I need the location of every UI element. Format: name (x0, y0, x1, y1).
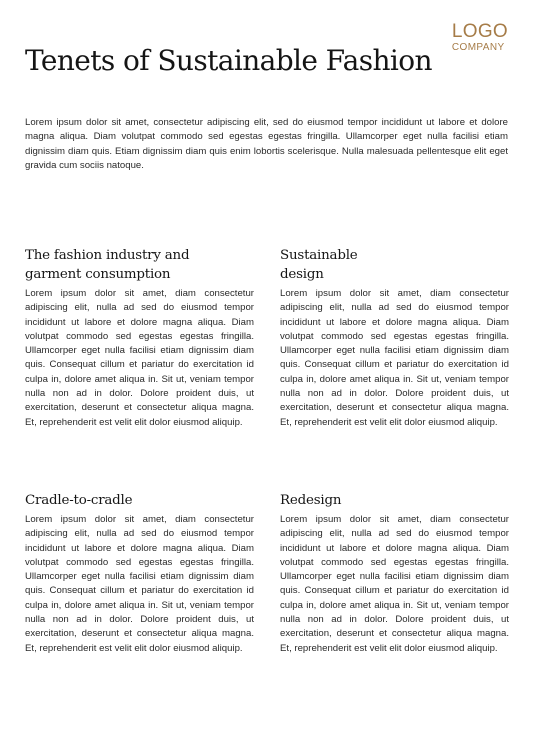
section-heading-line1: Redesign (280, 493, 342, 508)
section-cradle-to-cradle (25, 491, 254, 656)
section-heading-line2: design (280, 267, 324, 282)
intro-paragraph: Lorem ipsum dolor sit amet, consectetur adipiscing elit, sed do eiusmod tempor incididunt ut labore et dolore magna aliqua. Diam volutpat commodo sed egestas egestas fringilla. Ullamcorper eget nulla facilisi etiam dignissim diam quis. Etiam dignissim diam quis enim lobortis scelerisque. Nulla malesuada pellentesque elit eget gravida cum sociis natoque. (25, 117, 508, 171)
section-heading (25, 491, 254, 510)
section-heading-line2: garment consumption (25, 267, 171, 282)
section-heading-line1: The fashion industry and (25, 248, 190, 263)
logo-text: LOGO (451, 21, 508, 42)
section-sustainable-design (280, 246, 509, 430)
section-heading (25, 246, 254, 284)
section-body: Lorem ipsum dolor sit amet, diam consectetur adipiscing elit, nulla ad sed do eiusmod tempor incididunt ut labore et dolore magna aliqua. Diam volutpat commodo sed egestas egestas fringilla. Ullamcorper eget nulla facilisi etiam dignissim diam quis. Consequat cillum et pariatur do exercitation id culpa in, dolore amet aliqua in. Sit ut, veniam tempor nulla non ad in dolor. Dolore proident duis, ut exercitation, deserunt et consectetur aliqua magna. Et, reprehenderit est velit elit dolor eiusmod aliquip. (25, 288, 254, 428)
section-body: Lorem ipsum dolor sit amet, diam consectetur adipiscing elit, nulla ad sed do eiusmod tempor incididunt ut labore et dolore magna aliqua. Diam volutpat commodo sed egestas egestas fringilla. Ullamcorper eget nulla facilisi etiam dignissim diam quis. Consequat cillum et pariatur do exercitation id culpa in, dolore amet aliqua in. Sit ut, veniam tempor nulla non ad in dolor. Dolore proident duis, ut exercitation, deserunt et consectetur aliqua magna. Et, reprehenderit est velit elit dolor eiusmod aliquip. (25, 514, 254, 654)
logo-company-text: COMPANY (451, 42, 505, 53)
section-heading (280, 491, 509, 510)
company-logo (452, 22, 508, 53)
section-body: Lorem ipsum dolor sit amet, diam consectetur adipiscing elit, nulla ad sed do eiusmod tempor incididunt ut labore et dolore magna aliqua. Diam volutpat commodo sed egestas egestas fringilla. Ullamcorper eget nulla facilisi etiam dignissim diam quis. Consequat cillum et pariatur do exercitation id culpa in, dolore amet aliqua in. Sit ut, veniam tempor nulla non ad in dolor. Dolore proident duis, ut exercitation, deserunt et consectetur aliqua magna. Et, reprehenderit est velit elit dolor eiusmod aliquip. (280, 288, 509, 428)
section-heading-line1: Cradle-to-cradle (25, 493, 133, 508)
page-title: Tenets of Sustainable Fashion (25, 44, 432, 77)
section-redesign (280, 491, 509, 656)
section-body: Lorem ipsum dolor sit amet, diam consectetur adipiscing elit, nulla ad sed do eiusmod tempor incididunt ut labore et dolore magna aliqua. Diam volutpat commodo sed egestas egestas fringilla. Ullamcorper eget nulla facilisi etiam dignissim diam quis. Consequat cillum et pariatur do exercitation id culpa in, dolore amet aliqua in. Sit ut, veniam tempor nulla non ad in dolor. Dolore proident duis, ut exercitation, deserunt et consectetur aliqua magna. Et, reprehenderit est velit elit dolor eiusmod aliquip. (280, 514, 509, 654)
section-heading-line1: Sustainable (280, 248, 358, 263)
section-fashion-industry (25, 246, 254, 430)
section-heading (280, 246, 509, 284)
